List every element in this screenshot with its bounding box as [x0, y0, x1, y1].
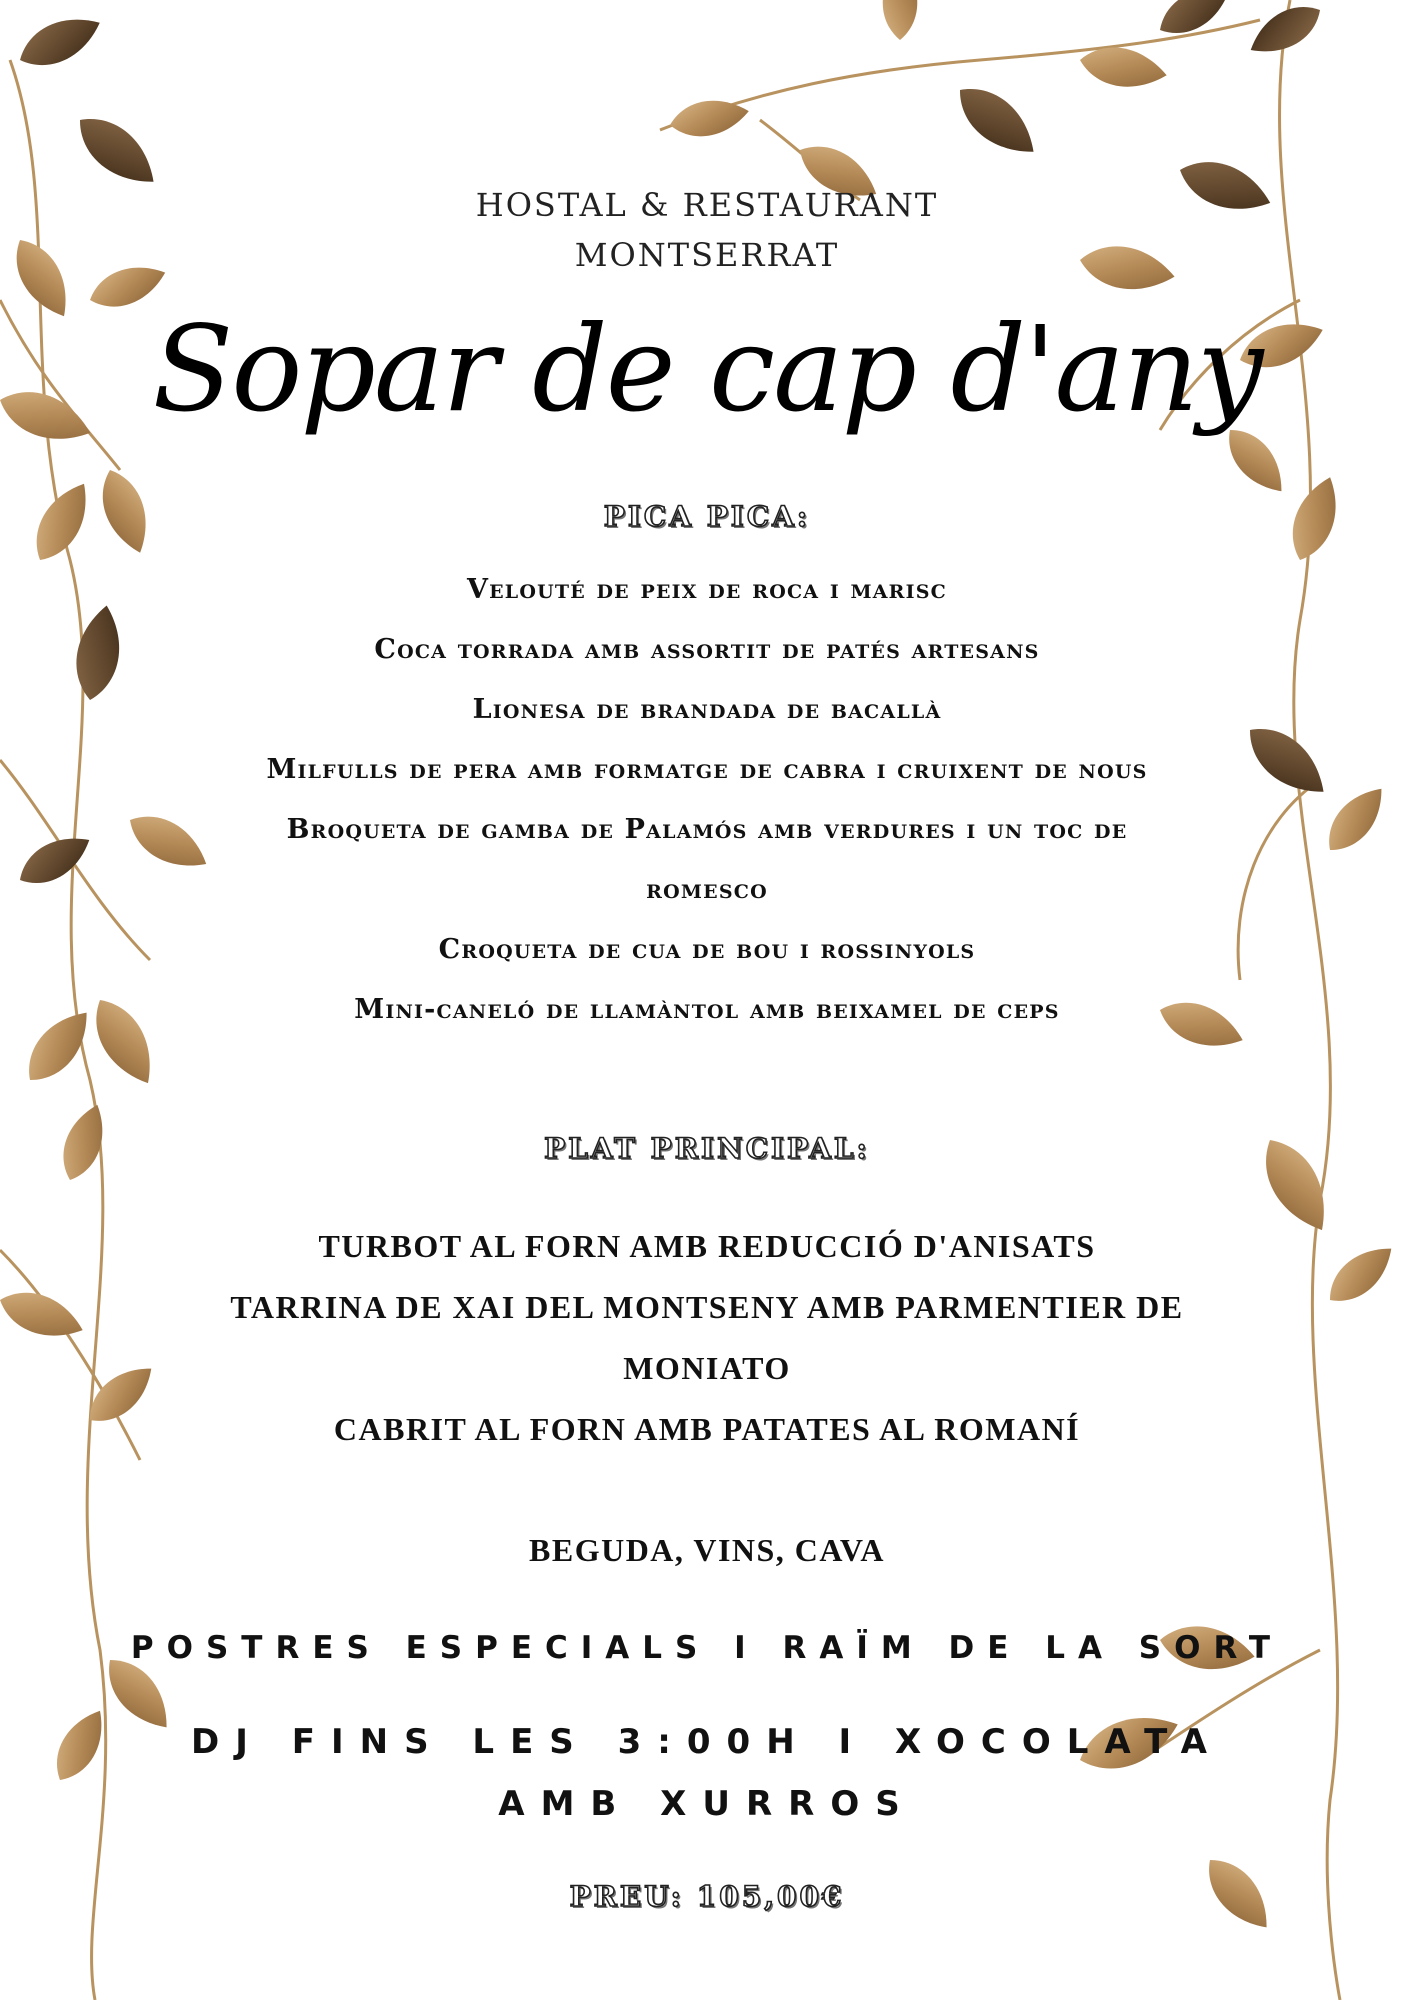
- pica-item: Croqueta de cua de bou i rossinyols: [438, 934, 976, 965]
- pica-item: Mini-caneló de llamàntol amb beixamel de ceps: [354, 994, 1060, 1025]
- drinks-line: BEGUDA, VINS, CAVA: [529, 1532, 885, 1568]
- plat-item: TURBOT AL FORN AMB REDUCCIÓ D'ANISATS: [318, 1228, 1096, 1264]
- establishment-line1: HOSTAL & RESTAURANT: [475, 186, 939, 224]
- pica-item: Milfulls de pera amb formatge de cabra i cruixent de nous: [266, 754, 1148, 785]
- desserts-line: POSTRES ESPECIALS I RAÏM DE LA SORT: [130, 1630, 1284, 1666]
- pica-item: Coca torrada amb assortit de patés artesans: [374, 634, 1040, 665]
- price: PREU: 105,00€: [569, 1880, 845, 1913]
- plat-item: CABRIT AL FORN AMB PATATES AL ROMANÍ: [333, 1411, 1081, 1447]
- pica-item: Broqueta de gamba de Palamós amb verdures i un toc de: [286, 814, 1128, 845]
- plat-principal-heading: PLAT PRINCIPAL:: [544, 1132, 870, 1165]
- dj-line1: DJ FINS LES 3:00H I XOCOLATA: [191, 1722, 1223, 1762]
- dj-line2: AMB XURROS: [498, 1784, 916, 1824]
- plat-item: TARRINA DE XAI DEL MONTSENY AMB PARMENTIER DE: [230, 1289, 1184, 1325]
- pica-item: Velouté de peix de roca i marisc: [466, 574, 948, 605]
- menu-title: Sopar de cap d'any: [152, 300, 1262, 438]
- pica-item: Lionesa de brandada de bacallà: [472, 694, 942, 725]
- plat-item: MONIATO: [623, 1350, 791, 1386]
- pica-item: romesco: [646, 874, 768, 905]
- establishment-line2: MONTSERRAT: [574, 236, 840, 274]
- pica-pica-heading: PICA PICA:: [603, 500, 811, 533]
